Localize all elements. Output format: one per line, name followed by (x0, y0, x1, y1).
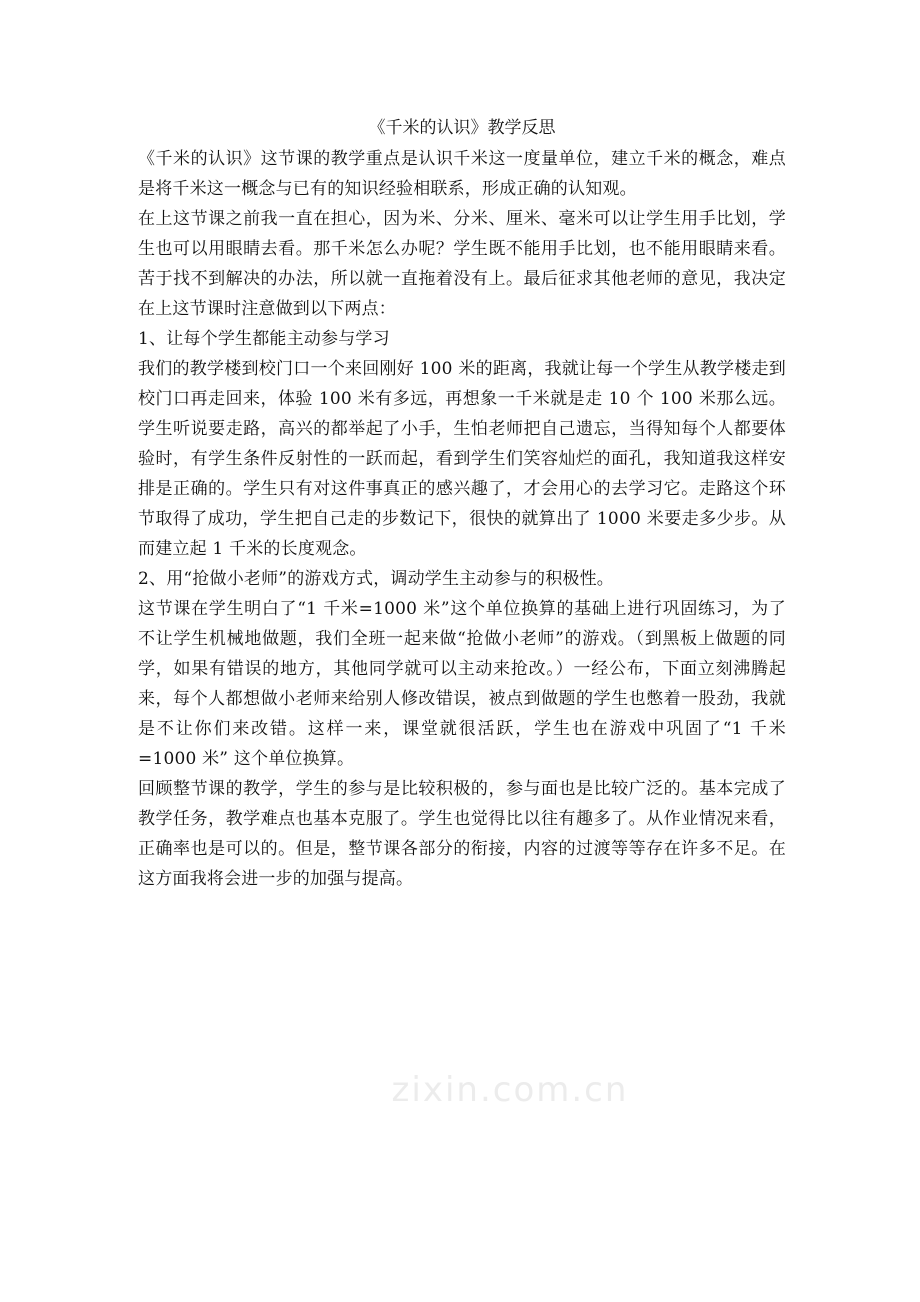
document-title: 《千米的认识》教学反思 (368, 118, 556, 138)
paragraph-point-1: 我们的教学楼到校门口一个来回刚好 100 米的距离，我就让每一个学生从教学楼走到校门口再走回来，体验 100 米有多远，再想象一千米就是走 10 个 100 米那么远。学生听说要走路，高兴的都举起了小手，生怕老师把自己遗忘，当得知每个人都要体验时，有学生条件反射性的一跃而起，看到学生们笑容灿烂的面孔，我知道我这样安排是正确的。学生只有对这件事真正的感兴趣了，才会用心的去学习它。走路这个环节取得了成功，学生把自己走的步数记下，很快的就算出了 1000 米要走多少步。从而建立起 1 千米的长度观念。 (138, 359, 786, 559)
paragraph-intro: 《千米的认识》这节课的教学重点是认识千米这一度量单位，建立千米的概念，难点是将千米这一概念与已有的知识经验相联系，形成正确的认知观。 (138, 149, 786, 199)
paragraph-review: 回顾整节课的教学，学生的参与是比较积极的，参与面也是比较广泛的。基本完成了教学任务，教学难点也基本克服了。学生也觉得比以往有趣多了。从作业情况来看，正确率也是可以的。但是，整节课各部分的衔接，内容的过渡等等存在许多不足。在这方面我将会进一步的加强与提高。 (138, 779, 786, 889)
heading-point-2: 2、用“抢做小老师”的游戏方式，调动学生主动参与的积极性。 (138, 569, 614, 589)
watermark-text: zixin.com.cn (391, 1070, 629, 1110)
paragraph-point-2: 这节课在学生明白了“1 千米=1000 米”这个单位换算的基础上进行巩固练习，为了不让学生机械地做题，我们全班一起来做“抢做小老师”的游戏。（到黑板上做题的同学，如果有错误的地方，其他同学就可以主动来抢改。）一经公布，下面立刻沸腾起来，每个人都想做小老师来给别人修改错误，被点到做题的学生也憋着一股劲，我就是不让你们来改错。这样一来，课堂就很活跃，学生也在游戏中巩固了“1 千米=1000 米” 这个单位换算。 (138, 599, 786, 769)
document-page (138, 112, 786, 894)
heading-point-1: 1、让每个学生都能主动参与学习 (138, 329, 390, 349)
paragraph-concern: 在上这节课之前我一直在担心，因为米、分米、厘米、毫米可以让学生用手比划，学生也可以用眼睛去看。那千米怎么办呢？学生既不能用手比划，也不能用眼睛来看。苦于找不到解决的办法，所以就一直拖着没有上。最后征求其他老师的意见，我决定在上这节课时注意做到以下两点： (138, 209, 786, 319)
